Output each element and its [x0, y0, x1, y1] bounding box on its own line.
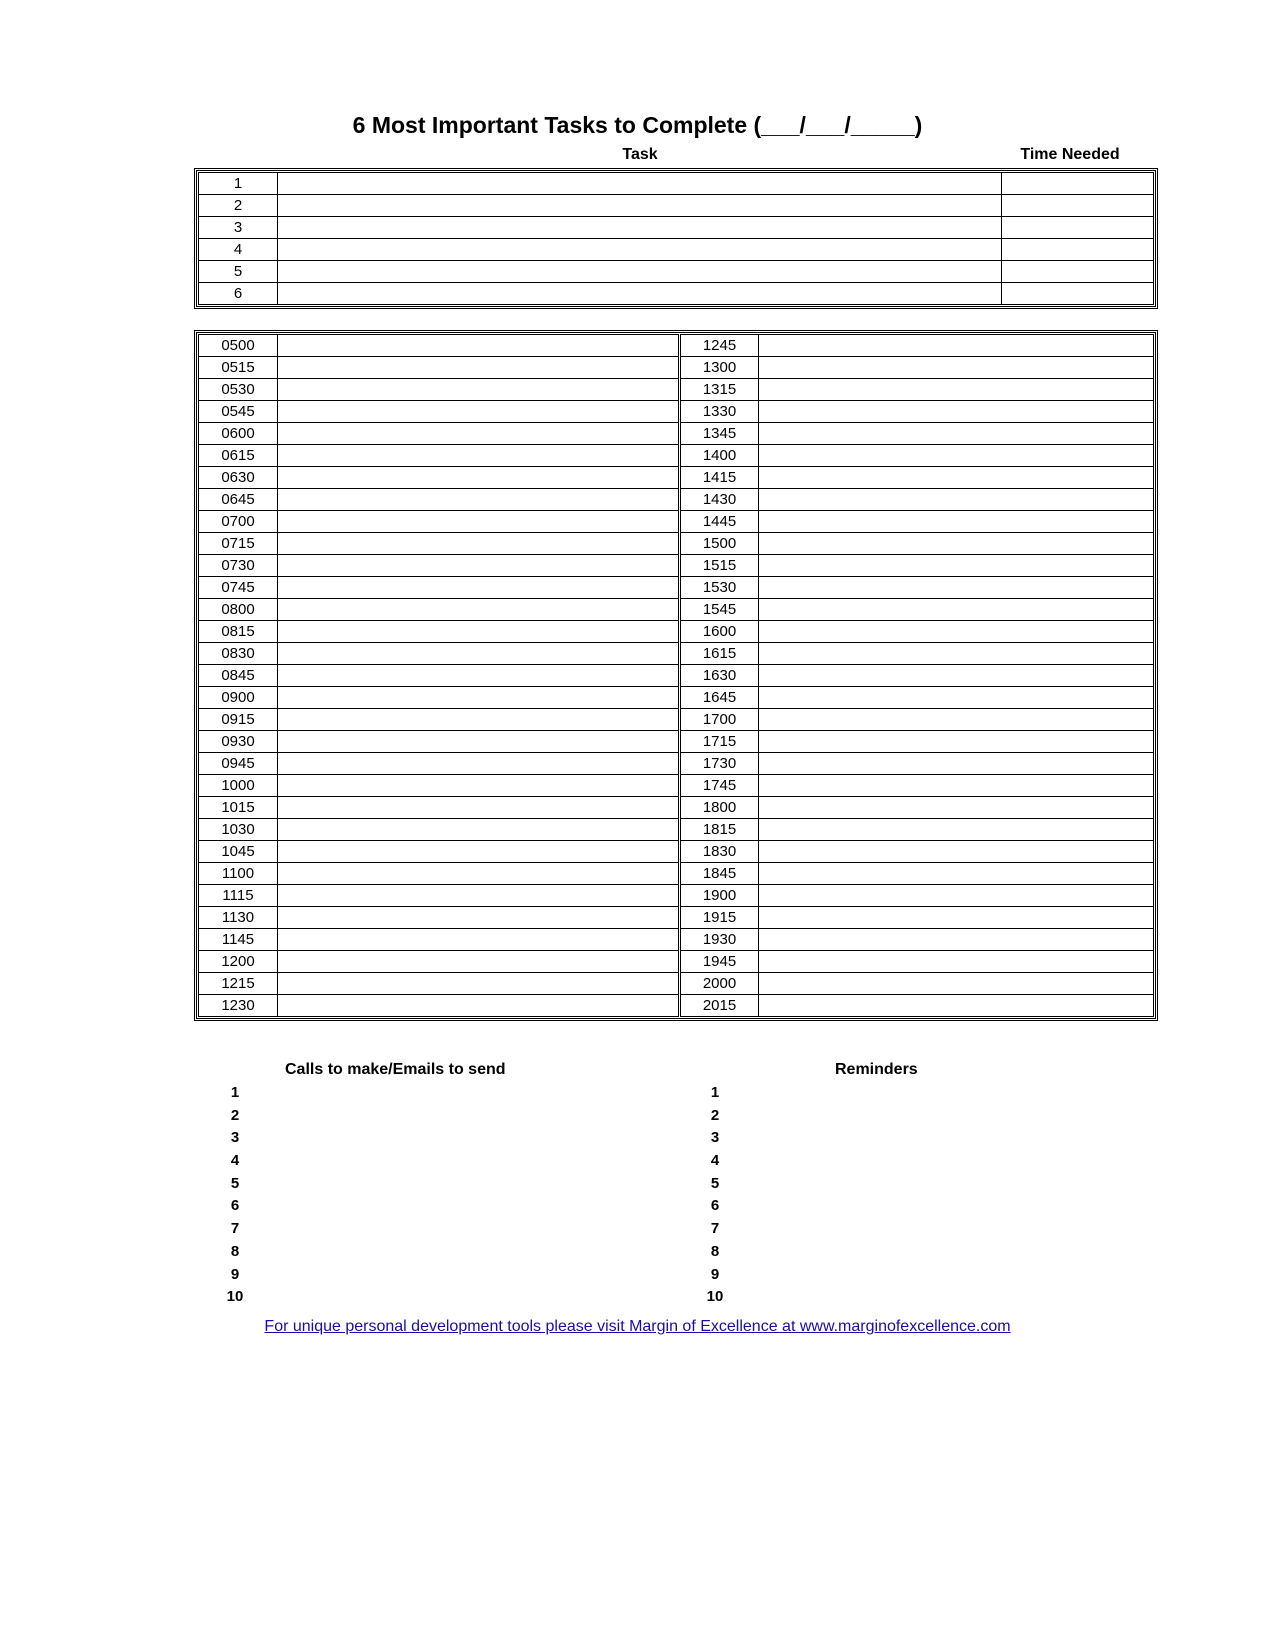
task-entry-cell[interactable]	[278, 283, 1002, 305]
time-needed-cell[interactable]	[1002, 239, 1154, 261]
time-slot-entry[interactable]	[278, 577, 680, 599]
list-number: 10	[706, 1288, 724, 1306]
time-slot-label: 1545	[680, 599, 759, 621]
time-slot-label: 0930	[199, 731, 278, 753]
time-slot-label: 0700	[199, 511, 278, 533]
time-slot-entry[interactable]	[278, 709, 680, 731]
time-slot-entry[interactable]	[759, 929, 1154, 951]
schedule-row	[199, 577, 1154, 599]
schedule-row	[199, 357, 1154, 379]
schedule-row	[199, 379, 1154, 401]
time-slot-entry[interactable]	[278, 973, 680, 995]
time-slot-label: 1730	[680, 753, 759, 775]
schedule-row	[199, 599, 1154, 621]
time-slot-label: 1915	[680, 907, 759, 929]
schedule-row	[199, 445, 1154, 467]
footer-link[interactable]: For unique personal development tools please visit Margin of Excellence at www.marginofexcellence.com	[264, 1318, 1011, 1335]
calls-section	[210, 1058, 590, 1309]
time-needed-column-header: Time Needed	[1020, 146, 1120, 163]
list-number: 8	[230, 1242, 240, 1260]
task-row	[199, 173, 1154, 195]
time-slot-entry[interactable]	[278, 401, 680, 423]
time-slot-entry[interactable]	[278, 665, 680, 687]
task-row	[199, 217, 1154, 239]
list-number: 5	[710, 1174, 720, 1192]
time-slot-entry[interactable]	[759, 643, 1154, 665]
time-slot-label: 1500	[680, 533, 759, 555]
time-slot-entry[interactable]	[759, 995, 1154, 1017]
time-slot-label: 0645	[199, 489, 278, 511]
time-slot-entry[interactable]	[278, 841, 680, 863]
time-slot-entry[interactable]	[759, 863, 1154, 885]
important-tasks-table	[194, 168, 1158, 309]
time-slot-entry[interactable]	[278, 335, 680, 357]
list-number: 1	[230, 1084, 240, 1101]
time-slot-entry[interactable]	[759, 709, 1154, 731]
schedule-row	[199, 665, 1154, 687]
time-slot-label: 0600	[199, 423, 278, 445]
time-slot-label: 1200	[199, 951, 278, 973]
time-slot-entry[interactable]	[278, 687, 680, 709]
list-number: 10	[226, 1288, 244, 1306]
time-slot-label: 0500	[199, 335, 278, 357]
list-item[interactable]	[210, 1082, 590, 1105]
time-slot-label: 1745	[680, 775, 759, 797]
schedule-row	[199, 819, 1154, 841]
time-slot-entry[interactable]	[759, 819, 1154, 841]
time-slot-entry[interactable]	[759, 401, 1154, 423]
schedule-row	[199, 863, 1154, 885]
time-slot-entry[interactable]	[278, 379, 680, 401]
list-item[interactable]	[210, 1173, 590, 1196]
list-item[interactable]	[690, 1173, 1090, 1196]
task-entry-cell[interactable]	[278, 195, 1002, 217]
time-slot-label: 1115	[199, 885, 278, 907]
time-slot-entry[interactable]	[278, 863, 680, 885]
list-item[interactable]	[690, 1264, 1090, 1287]
list-item[interactable]	[690, 1195, 1090, 1218]
time-slot-entry[interactable]	[278, 907, 680, 929]
time-slot-label: 1630	[680, 665, 759, 687]
time-slot-label: 1145	[199, 929, 278, 951]
time-slot-label: 1445	[680, 511, 759, 533]
task-number: 4	[199, 239, 278, 261]
time-slot-entry[interactable]	[278, 731, 680, 753]
schedule-row	[199, 841, 1154, 863]
time-slot-entry[interactable]	[278, 533, 680, 555]
task-number: 5	[199, 261, 278, 283]
list-item[interactable]	[210, 1264, 590, 1287]
time-slot-label: 1615	[680, 643, 759, 665]
time-slot-entry[interactable]	[759, 775, 1154, 797]
time-slot-label: 0800	[199, 599, 278, 621]
list-number: 4	[710, 1152, 720, 1170]
time-slot-label: 1600	[680, 621, 759, 643]
list-item[interactable]	[210, 1150, 590, 1173]
time-slot-label: 1245	[680, 335, 759, 357]
time-slot-entry[interactable]	[759, 489, 1154, 511]
time-slot-label: 1100	[199, 863, 278, 885]
list-number: 2	[710, 1106, 720, 1124]
schedule-row	[199, 533, 1154, 555]
time-slot-label: 0730	[199, 555, 278, 577]
time-needed-cell[interactable]	[1002, 261, 1154, 283]
time-slot-label: 1300	[680, 357, 759, 379]
time-slot-entry[interactable]	[759, 951, 1154, 973]
time-slot-entry[interactable]	[759, 665, 1154, 687]
reminders-list	[690, 1082, 1090, 1309]
task-number: 6	[199, 283, 278, 305]
schedule-row	[199, 335, 1154, 357]
time-slot-entry[interactable]	[759, 621, 1154, 643]
task-entry-cell[interactable]	[278, 261, 1002, 283]
schedule-row	[199, 621, 1154, 643]
time-slot-label: 1930	[680, 929, 759, 951]
list-number: 4	[230, 1152, 240, 1170]
time-slot-label: 0900	[199, 687, 278, 709]
time-slot-label: 1800	[680, 797, 759, 819]
task-row	[199, 195, 1154, 217]
time-slot-entry[interactable]	[278, 357, 680, 379]
time-slot-label: 1645	[680, 687, 759, 709]
time-slot-entry[interactable]	[759, 599, 1154, 621]
time-slot-entry[interactable]	[278, 467, 680, 489]
task-row	[199, 261, 1154, 283]
time-slot-entry[interactable]	[278, 489, 680, 511]
schedule-row	[199, 929, 1154, 951]
list-number: 2	[230, 1106, 240, 1124]
time-slot-label: 1515	[680, 555, 759, 577]
footer	[0, 1318, 1275, 1336]
time-slot-label: 1415	[680, 467, 759, 489]
schedule-row	[199, 775, 1154, 797]
list-item[interactable]	[690, 1150, 1090, 1173]
schedule-row	[199, 467, 1154, 489]
time-slot-label: 0845	[199, 665, 278, 687]
page-title: 6 Most Important Tasks to Complete (___/___/_____)	[352, 112, 923, 138]
time-slot-entry[interactable]	[278, 555, 680, 577]
list-number: 8	[710, 1242, 720, 1260]
calls-heading: Calls to make/Emails to send	[285, 1061, 506, 1078]
list-number: 6	[230, 1197, 240, 1215]
time-slot-entry[interactable]	[759, 907, 1154, 929]
schedule-row	[199, 401, 1154, 423]
time-slot-entry[interactable]	[278, 621, 680, 643]
time-slot-label: 1345	[680, 423, 759, 445]
schedule-row	[199, 731, 1154, 753]
time-slot-entry[interactable]	[759, 357, 1154, 379]
time-slot-entry[interactable]	[759, 445, 1154, 467]
task-entry-cell[interactable]	[278, 239, 1002, 261]
time-slot-label: 1330	[680, 401, 759, 423]
schedule-row	[199, 489, 1154, 511]
schedule-row	[199, 797, 1154, 819]
time-slot-entry[interactable]	[278, 929, 680, 951]
task-row	[199, 283, 1154, 305]
time-slot-entry[interactable]	[759, 687, 1154, 709]
time-slot-label: 2015	[680, 995, 759, 1017]
time-slot-entry[interactable]	[759, 753, 1154, 775]
list-number: 3	[710, 1129, 720, 1147]
time-slot-entry[interactable]	[759, 467, 1154, 489]
list-item[interactable]	[690, 1105, 1090, 1128]
time-slot-entry[interactable]	[759, 731, 1154, 753]
schedule-row	[199, 995, 1154, 1017]
time-slot-entry[interactable]	[278, 511, 680, 533]
time-slot-label: 1130	[199, 907, 278, 929]
schedule-row	[199, 951, 1154, 973]
list-item[interactable]	[210, 1105, 590, 1128]
time-slot-label: 1715	[680, 731, 759, 753]
time-slot-label: 1530	[680, 577, 759, 599]
time-slot-label: 1015	[199, 797, 278, 819]
list-number: 9	[710, 1265, 720, 1283]
time-slot-entry[interactable]	[278, 819, 680, 841]
task-number: 1	[199, 173, 278, 195]
time-slot-entry[interactable]	[278, 423, 680, 445]
time-slot-entry[interactable]	[278, 995, 680, 1017]
calls-list	[210, 1082, 590, 1309]
task-column-header: Task	[622, 146, 658, 163]
list-number: 5	[230, 1174, 240, 1192]
time-slot-entry[interactable]	[759, 511, 1154, 533]
task-entry-cell[interactable]	[278, 173, 1002, 195]
reminders-section	[690, 1058, 1090, 1309]
schedule-body	[199, 335, 1154, 1017]
time-slot-entry[interactable]	[759, 533, 1154, 555]
time-slot-entry[interactable]	[278, 797, 680, 819]
task-entry-cell[interactable]	[278, 217, 1002, 239]
time-slot-entry[interactable]	[759, 577, 1154, 599]
time-slot-label: 1045	[199, 841, 278, 863]
time-slot-entry[interactable]	[278, 951, 680, 973]
schedule-row	[199, 709, 1154, 731]
time-slot-label: 1815	[680, 819, 759, 841]
list-item[interactable]	[210, 1127, 590, 1150]
time-slot-entry[interactable]	[278, 445, 680, 467]
time-needed-cell[interactable]	[1002, 195, 1154, 217]
schedule-row	[199, 687, 1154, 709]
list-item[interactable]	[210, 1286, 590, 1309]
list-item[interactable]	[690, 1241, 1090, 1264]
reminders-heading: Reminders	[835, 1061, 918, 1078]
list-item[interactable]	[690, 1218, 1090, 1241]
time-slot-entry[interactable]	[278, 599, 680, 621]
time-slot-entry[interactable]	[278, 885, 680, 907]
time-slot-entry[interactable]	[759, 797, 1154, 819]
list-number: 1	[710, 1084, 720, 1101]
time-slot-entry[interactable]	[759, 885, 1154, 907]
time-slot-label: 1830	[680, 841, 759, 863]
list-number: 9	[230, 1265, 240, 1283]
schedule-row	[199, 907, 1154, 929]
schedule-row	[199, 511, 1154, 533]
time-slot-label: 1030	[199, 819, 278, 841]
time-slot-label: 0745	[199, 577, 278, 599]
time-slot-label: 1945	[680, 951, 759, 973]
task-number: 3	[199, 217, 278, 239]
time-slot-label: 0630	[199, 467, 278, 489]
time-slot-label: 0830	[199, 643, 278, 665]
list-number: 6	[710, 1197, 720, 1215]
list-item[interactable]	[690, 1286, 1090, 1309]
time-slot-label: 1315	[680, 379, 759, 401]
list-item[interactable]	[210, 1195, 590, 1218]
time-slot-label: 1700	[680, 709, 759, 731]
time-slot-entry[interactable]	[278, 775, 680, 797]
time-slot-entry[interactable]	[278, 753, 680, 775]
task-number: 2	[199, 195, 278, 217]
time-slot-label: 0530	[199, 379, 278, 401]
time-slot-label: 0715	[199, 533, 278, 555]
schedule-row	[199, 423, 1154, 445]
time-slot-label: 2000	[680, 973, 759, 995]
list-item[interactable]	[690, 1127, 1090, 1150]
time-slot-entry[interactable]	[759, 379, 1154, 401]
schedule-row	[199, 753, 1154, 775]
time-slot-label: 1230	[199, 995, 278, 1017]
list-number: 3	[230, 1129, 240, 1147]
schedule-row	[199, 885, 1154, 907]
time-needed-cell[interactable]	[1002, 173, 1154, 195]
time-slot-entry[interactable]	[759, 423, 1154, 445]
time-slot-entry[interactable]	[759, 335, 1154, 357]
time-slot-label: 1430	[680, 489, 759, 511]
list-item[interactable]	[210, 1241, 590, 1264]
time-slot-label: 0945	[199, 753, 278, 775]
time-slot-label: 1215	[199, 973, 278, 995]
time-slot-label: 1845	[680, 863, 759, 885]
time-slot-label: 1000	[199, 775, 278, 797]
time-slot-entry[interactable]	[278, 643, 680, 665]
time-slot-entry[interactable]	[759, 555, 1154, 577]
list-number: 7	[710, 1220, 720, 1238]
time-slot-entry[interactable]	[759, 841, 1154, 863]
time-slot-label: 1400	[680, 445, 759, 467]
list-number: 7	[230, 1220, 240, 1238]
time-needed-cell[interactable]	[1002, 283, 1154, 305]
list-item[interactable]	[210, 1218, 590, 1241]
list-item[interactable]	[690, 1082, 1090, 1105]
task-row	[199, 239, 1154, 261]
time-slot-entry[interactable]	[759, 973, 1154, 995]
time-slot-label: 0515	[199, 357, 278, 379]
time-slot-label: 0545	[199, 401, 278, 423]
schedule-table	[194, 330, 1158, 1021]
important-tasks-body	[199, 173, 1154, 305]
time-slot-label: 0815	[199, 621, 278, 643]
schedule-row	[199, 643, 1154, 665]
schedule-row	[199, 555, 1154, 577]
time-slot-label: 1900	[680, 885, 759, 907]
schedule-row	[199, 973, 1154, 995]
time-needed-cell[interactable]	[1002, 217, 1154, 239]
time-slot-label: 0915	[199, 709, 278, 731]
time-slot-label: 0615	[199, 445, 278, 467]
